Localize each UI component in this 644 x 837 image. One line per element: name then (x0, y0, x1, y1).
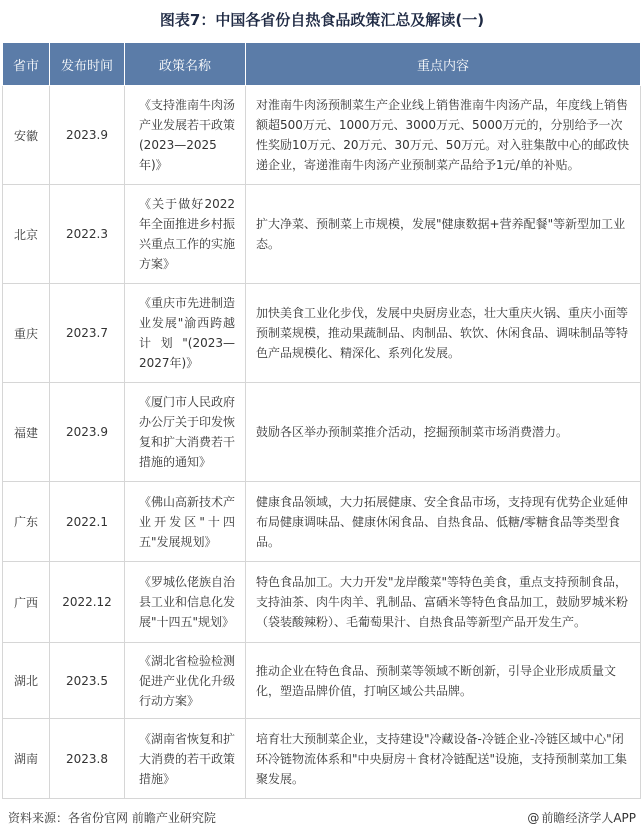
policy-cell: 《佛山高新技术产业开发区"十四五"发展规划》 (125, 482, 246, 562)
province-cell: 重庆 (3, 284, 50, 383)
content-cell: 推动企业在特色食品、预制菜等领域不断创新，引导企业形成质量文化，塑造品牌价值，打响区域公共品牌。 (246, 643, 641, 719)
policy-cell: 《支持淮南牛肉汤产业发展若干政策(2023—2025年)》 (125, 86, 246, 185)
date-cell: 2023.9 (50, 383, 125, 482)
column-header-policy: 政策名称 (125, 43, 246, 86)
date-cell: 2022.3 (50, 185, 125, 284)
content-cell: 加快美食工业化步伐，发展中央厨房业态，壮大重庆火锅、重庆小面等预制菜规模，推动果蔬制品、肉制品、软饮、休闲食品、调味制品等特色产品规模化、精深化、系列化发展。 (246, 284, 641, 383)
table-row (3, 562, 641, 643)
content-cell: 扩大净菜、预制菜上市规模，发展"健康数据+营养配餐"等新型加工业态。 (246, 185, 641, 284)
date-cell: 2022.12 (50, 562, 125, 643)
policy-cell: 《湖南省恢复和扩大消费的若干政策措施》 (125, 719, 246, 799)
province-cell: 安徽 (3, 86, 50, 185)
table-row (3, 383, 641, 482)
table-header-row (3, 43, 641, 86)
policy-cell: 《关于做好2022年全面推进乡村振兴重点工作的实施方案》 (125, 185, 246, 284)
date-cell: 2023.5 (50, 643, 125, 719)
policy-cell: 《罗城仫佬族自治县工业和信息化发展"十四五"规划》 (125, 562, 246, 643)
table-row (3, 284, 641, 383)
column-header-date: 发布时间 (50, 43, 125, 86)
province-cell: 北京 (3, 185, 50, 284)
date-cell: 2023.7 (50, 284, 125, 383)
province-cell: 广西 (3, 562, 50, 643)
footer (8, 806, 636, 830)
date-cell: 2023.9 (50, 86, 125, 185)
table-row (3, 482, 641, 562)
table-row (3, 185, 641, 284)
at-icon: @ (527, 811, 540, 825)
content-cell: 鼓励各区举办预制菜推介活动，挖掘预制菜市场消费潜力。 (246, 383, 641, 482)
column-header-content: 重点内容 (246, 43, 641, 86)
province-cell: 福建 (3, 383, 50, 482)
table-row (3, 719, 641, 799)
table-row (3, 643, 641, 719)
province-cell: 湖北 (3, 643, 50, 719)
policy-cell: 《重庆市先进制造业发展"渝西跨越计划"(2023—2027年)》 (125, 284, 246, 383)
policy-cell: 《厦门市人民政府办公厅关于印发恢复和扩大消费若干措施的通知》 (125, 383, 246, 482)
source-note: 资料来源：各省份官网 前瞻产业研究院 (8, 811, 216, 825)
policy-table (2, 42, 641, 799)
content-cell: 健康食品领域，大力拓展健康、安全食品市场，支持现有优势企业延伸布局健康调味品、健康休闲食品、自热食品、低糖/零糖食品等类型食品。 (246, 482, 641, 562)
policy-cell: 《湖北省检验检测促进产业优化升级行动方案》 (125, 643, 246, 719)
date-cell: 2023.8 (50, 719, 125, 799)
content-cell: 对淮南牛肉汤预制菜生产企业线上销售淮南牛肉汤产品，年度线上销售额超500万元、1000万元、3000万元、5000万元的，分别给予一次性奖励10万元、20万元、30万元、50万元。对入驻集散中心的邮政快递企业，寄递淮南牛肉汤产业预制菜产品给予1元/单的补贴。 (246, 86, 641, 185)
page-title: 图表7：中国各省份自热食品政策汇总及解读(一) (159, 11, 485, 29)
brand-credit (527, 806, 636, 830)
date-cell: 2022.1 (50, 482, 125, 562)
province-cell: 湖南 (3, 719, 50, 799)
brand-name: 前瞻经济学人APP (541, 811, 636, 825)
table-row (3, 86, 641, 185)
content-cell: 特色食品加工。大力开发"龙岸酸菜"等特色美食，重点支持预制食品，支持油茶、肉牛肉羊、乳制品、富硒米等特色食品加工，鼓励罗城米粉（袋装酸辣粉）、毛葡萄果汁、自热食品等新型产品开发生产。 (246, 562, 641, 643)
column-header-province: 省市 (3, 43, 50, 86)
content-cell: 培育壮大预制菜企业，支持建设"冷藏设备-冷链企业-冷链区域中心"闭环冷链物流体系和"中央厨房＋食材冷链配送"设施，支持预制菜加工集聚发展。 (246, 719, 641, 799)
province-cell: 广东 (3, 482, 50, 562)
